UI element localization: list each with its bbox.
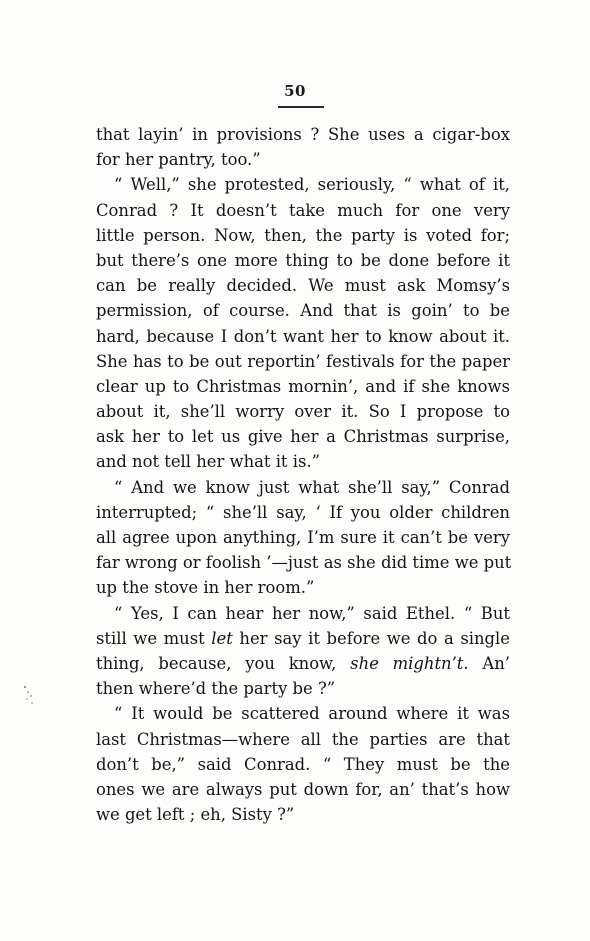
line-text: thing, because, you know, bbox=[96, 653, 351, 673]
text-line: up the stove in her room.” bbox=[96, 578, 315, 598]
text-line: “ And we know just what she’ll say,” Conrad bbox=[114, 477, 510, 497]
italic-word: let bbox=[211, 628, 233, 648]
page-number: 50 bbox=[284, 82, 306, 100]
line-text: her say it before we do a single bbox=[232, 628, 510, 648]
text-line: interrupted; “ she’ll say, ‘ If you older children bbox=[96, 502, 510, 522]
body-text bbox=[96, 122, 510, 827]
text-line: “ It would be scattered around where it was bbox=[114, 704, 510, 724]
text-line: for her pantry, too.” bbox=[96, 150, 261, 170]
text-line: far wrong or foolish ’—just as she did time we put bbox=[96, 553, 512, 573]
text-line: She has to be out reportin’ festivals for the paper bbox=[96, 351, 510, 371]
text-line: permission, of course. And that is goin’ to be bbox=[96, 301, 510, 321]
text-line: Conrad ? It doesn’t take much for one very bbox=[96, 200, 510, 220]
text-line: and not tell her what it is.” bbox=[96, 452, 320, 472]
text-line: all agree upon anything, I’m sure it can’t be very bbox=[96, 528, 510, 547]
text-line bbox=[96, 626, 510, 651]
text-line: don’t be,” said Conrad. “ They must be the bbox=[96, 754, 510, 774]
text-line: ask her to let us give her a Christmas surprise, bbox=[96, 427, 510, 447]
page-number-rule bbox=[278, 106, 324, 108]
text-line: but there’s one more thing to be done before it bbox=[96, 250, 510, 270]
text-line: we get left ; eh, Sisty ?” bbox=[96, 805, 295, 825]
text-line: that layin’ in provisions ? She uses a cigar-box bbox=[96, 125, 510, 144]
text-line: little person. Now, then, the party is voted for; bbox=[96, 225, 510, 245]
text-line: hard, because I don’t want her to know about it. bbox=[96, 326, 510, 346]
text-line: clear up to Christmas mornin’, and if she knows bbox=[96, 376, 510, 396]
text-line: can be really decided. We must ask Momsy’s bbox=[96, 276, 510, 296]
text-line: then where’d the party be ?” bbox=[96, 679, 336, 699]
italic-phrase: she mightn’t. bbox=[350, 653, 469, 673]
text-line: about it, she’ll worry over it. So I propose to bbox=[96, 402, 510, 422]
text-line: “ Yes, I can hear her now,” said Ethel. “ But bbox=[114, 603, 510, 623]
text-line bbox=[96, 651, 510, 676]
line-text: still we must bbox=[96, 628, 212, 648]
text-line: ones we are always put down for, an’ that’s how bbox=[96, 779, 510, 799]
line-text: An’ bbox=[468, 653, 510, 673]
print-speck-mark bbox=[22, 684, 36, 706]
text-line: “ Well,” she protested, seriously, “ what of it, bbox=[114, 175, 510, 195]
text-line: last Christmas—where all the parties are that bbox=[96, 729, 510, 749]
